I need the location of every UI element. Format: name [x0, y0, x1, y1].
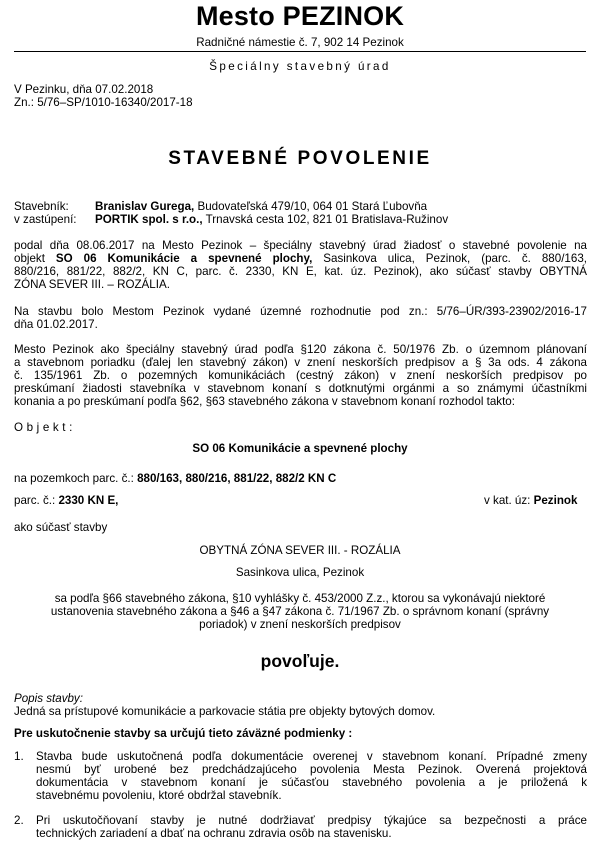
builder-details — [95, 200, 427, 213]
parcels-line: na pozemkoch parc. č.: 880/163, 880/216, 881/22, 882/2 KN C — [14, 472, 337, 485]
cadastral-line: v kat. úz: Pezinok — [484, 494, 578, 507]
paragraph-line: objekt SO 06 Komunikácie a spevnené plochy, Sasinkova ulica, Pezinok, (parc. č. 880/163, — [14, 252, 587, 265]
condition-line: dokumentácia v stavebnom konaní je súčasťou stavebného povolenia a je priložená k — [36, 776, 587, 789]
part-of-label: ako súčasť stavby — [14, 521, 108, 534]
condition-number: 1. — [14, 750, 24, 763]
file-number: Zn.: 5/76–SP/1010-16340/2017-18 — [14, 96, 193, 109]
builder-label: Stavebník: — [14, 200, 69, 213]
condition-item — [36, 814, 587, 840]
condition-line: nesmú byť urobené bez predchádzajúceho povolenia Mesta Pezinok. Overená projektová — [36, 763, 587, 776]
representative-details — [95, 213, 448, 226]
city-name: Mesto PEZINOK — [195, 1, 405, 31]
parcel-kne-line: parc. č.: 2330 KN E, — [14, 494, 119, 507]
legal-basis-line: ustanovenia stavebného zákona a §46 a §47 zákona č. 71/1967 Zb. o správnom konaní (správny — [50, 605, 550, 618]
office-name: Špeciálny stavebný úrad — [209, 60, 391, 73]
parcel-kne-value: 2330 KN E, — [58, 494, 119, 507]
condition-line: stavebnému povoleniu, ktoré obdržal stavebník. — [36, 789, 282, 802]
paragraph-line: konania a po preskúmaní podľa §62, §63 stavebného zákona v stavebnom konaní rozhodol takto: — [14, 395, 515, 408]
authority-paragraph — [14, 343, 587, 408]
paragraph-line: dňa 01.02.2017. — [14, 318, 98, 331]
representative-name: PORTIK spol. s r.o., — [95, 213, 203, 226]
condition-line: technických zariadení a dbať na ochranu zdravia osôb na stavenisku. — [36, 827, 392, 840]
description-label: Popis stavby: — [14, 692, 83, 705]
parcels-value: 880/163, 880/216, 881/22, 882/2 KN C — [137, 472, 337, 485]
project-name: OBYTNÁ ZÓNA SEVER III. - ROZÁLIA — [199, 544, 401, 557]
paragraph-line: podal dňa 08.06.2017 na Mesto Pezinok – špeciálny stavebný úrad žiadosť o stavebné povolenie na — [14, 239, 587, 252]
paragraph-line: preskúmaní žiadosti stavebníka v stavebnom konaní s dotknutými orgánmi a so známymi účastníkmi — [14, 382, 587, 395]
paragraph-line: 880/216, 881/22, 882/2, KN C, parc. č. 2330, KN E, kat. úz. Pezinok), ako súčasť stavby OBYTNÁ — [14, 265, 587, 278]
decision-word: povoľuje. — [260, 651, 340, 671]
zoning-paragraph — [14, 305, 587, 331]
representative-address: Trnavská cesta 102, 821 01 Bratislava-Ružinov — [205, 213, 449, 226]
paragraph-line: Na stavbu bolo Mestom Pezinok vydané územné rozhodnutie pod zn.: 5/76–ÚR/393-23902/2016-17 — [14, 305, 587, 318]
builder-address: Budovateľská 479/10, 064 01 Stará Ľubovňa — [197, 200, 428, 213]
application-paragraph — [14, 239, 587, 291]
city-address: Radničné námestie č. 7, 902 14 Pezinok — [196, 36, 404, 49]
description-text: Jedná sa prístupové komunikácie a parkovacie státia pre objekty bytových domov. — [14, 705, 436, 718]
legal-basis-line: poriadok) v znení neskorších predpisov — [199, 618, 401, 631]
object-name-inline: SO 06 Komunikácie a spevnené plochy, — [55, 252, 313, 265]
legal-basis-line: sa podľa §66 stavebného zákona, §10 vyhlášky č. 453/2000 Z.z., ktorou sa vykonávajú niektoré — [54, 592, 546, 605]
condition-line: Stavba bude uskutočnená podľa dokumentácie overenej v stavebnom konaní. Prípadné zmeny — [36, 750, 587, 763]
conditions-heading: Pre uskutočnenie stavby sa určujú tieto záväzné podmienky : — [14, 727, 353, 740]
project-street: Sasinkova ulica, Pezinok — [235, 566, 365, 579]
header-divider — [14, 51, 586, 52]
object-name: SO 06 Komunikácie a spevnené plochy — [192, 442, 408, 455]
document-title: STAVEBNÉ POVOLENIE — [168, 148, 432, 169]
condition-item — [36, 750, 587, 802]
paragraph-line: Mesto Pezinok ako špeciálny stavebný úrad podľa §120 zákona č. 50/1976 Zb. o územnom plánovaní — [14, 343, 587, 356]
date-line: V Pezinku, dňa 07.02.2018 — [14, 83, 154, 96]
paragraph-line: č. 135/1961 Zb. o pozemných komunikáciách (cestný zákon) v znení neskorších predpisov po — [14, 369, 587, 382]
paragraph-line: a stavebnom poriadku (ďalej len stavebný zákon) v znení neskorších predpisov a § 3a ods. 4 zákona — [14, 356, 587, 369]
builder-name: Branislav Gurega, — [95, 200, 195, 213]
condition-number: 2. — [14, 814, 24, 827]
paragraph-line: ZÓNA SEVER III. – ROZÁLIA. — [14, 278, 170, 291]
object-label: Objekt: — [14, 421, 76, 434]
representative-label: v zastúpení: — [14, 213, 77, 226]
condition-line: Pri uskutočňovaní stavby je nutné dodržiavať predpisy týkajúce sa bezpečnosti a práce — [36, 814, 587, 827]
cadastral-value: Pezinok — [533, 494, 578, 507]
